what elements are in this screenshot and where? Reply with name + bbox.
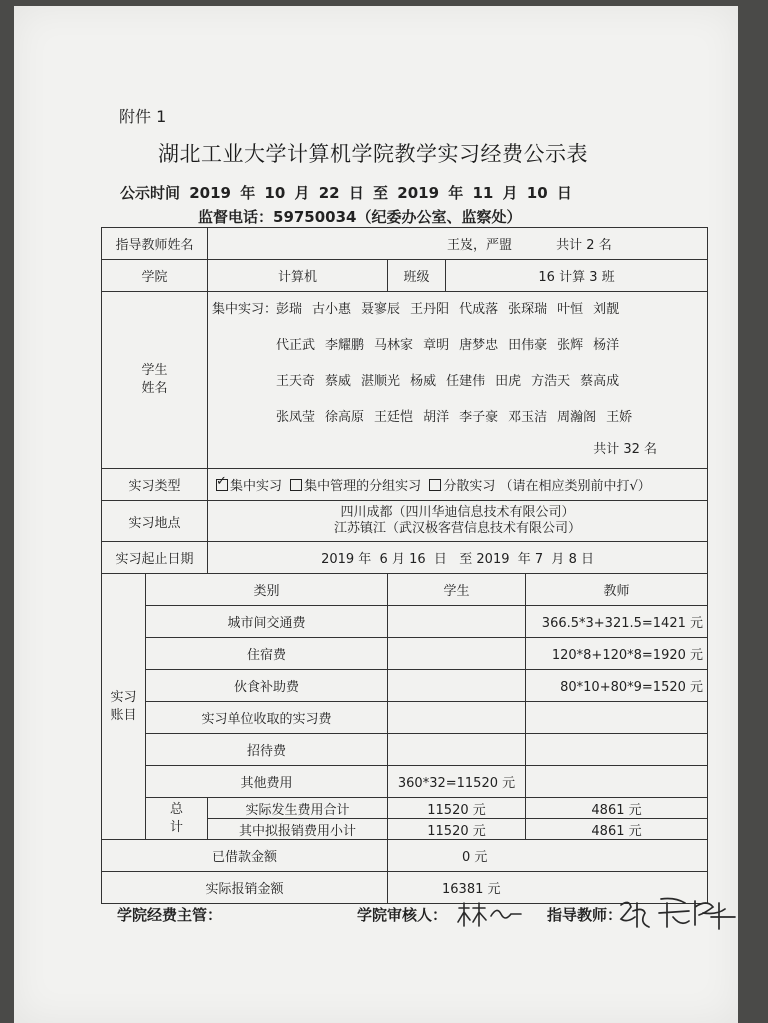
students-total: 共计 32 名 [593,442,658,457]
borrowed-value [388,840,708,872]
account-row [102,766,708,798]
checkbox-icon [429,479,441,491]
account-teacher [526,702,708,734]
account-name: 其他费用 [146,766,388,798]
instructor-sign-label: 指导教师： [547,906,623,924]
accounts-teacher-header: 教师 [526,574,708,606]
student-row [208,292,707,328]
student-name: 聂寥辰 [361,302,401,317]
student-name: 邓玉洁 [508,410,548,425]
checkbox-checked-icon [216,479,228,491]
expense-table [101,227,708,904]
account-teacher [526,734,708,766]
reviewer-signature [455,900,525,930]
account-row [102,606,708,638]
student-name: 任建伟 [446,374,486,389]
account-student [388,638,526,670]
student-name: 杨威 [410,374,437,389]
student-name: 王天奇 [276,374,316,389]
borrowed-row [102,840,708,872]
instructor-cell [208,228,708,260]
student-name: 胡洋 [423,410,450,425]
student-name: 王丹阳 [410,302,450,317]
account-name: 实习单位收取的实习费 [146,702,388,734]
actual-total-row [102,798,708,819]
student-name: 彭瑞 [276,302,303,317]
instructor-label: 指导教师姓名 [102,228,208,260]
type-row [102,469,708,501]
student-name: 马林家 [374,338,414,353]
accounts-label: 实习 账目 [102,574,146,840]
student-name: 周瀚阁 [557,410,597,425]
student-name: 古小惠 [312,302,352,317]
account-student [388,734,526,766]
actual-reimb-label: 实际报销金额 [102,872,388,904]
college-row [102,260,708,292]
student-row [208,328,707,364]
reviewer-label: 学院审核人： [357,906,448,924]
location-line-1: 四川成都（四川华迪信息技术有限公司） [340,505,575,520]
borrowed-amount: 0 元 [462,850,488,865]
students-cell [208,292,708,469]
checkbox-icon [290,479,302,491]
type-note: （请在相应类别前中打√） [499,479,651,494]
account-student [388,606,526,638]
page-title: 湖北工业大学计算机学院教学实习经费公示表 [158,142,588,166]
student-name: 王廷恺 [374,410,414,425]
reimb-subtotal-student: 11520 元 [388,819,526,840]
student-name: 徐高原 [325,410,365,425]
accounts-header-row [102,574,708,606]
account-teacher: 120*8+120*8=1920 元 [526,638,708,670]
dates-row [102,542,708,574]
type-options [208,469,708,501]
dates-value: 2019 年 6 月 16 日 至 2019 年 7 月 8 日 [208,542,708,574]
type-option-2: 集中管理的分组实习 [304,479,422,494]
reimb-subtotal-teacher: 4861 元 [526,819,708,840]
account-row [102,734,708,766]
students-label: 学生 姓名 [102,292,208,469]
account-name: 住宿费 [146,638,388,670]
student-name: 李子豪 [459,410,499,425]
account-name: 城市间交通费 [146,606,388,638]
college-label: 学院 [102,260,208,292]
student-name: 刘靓 [593,302,620,317]
total-label: 总 计 [146,798,208,840]
location-row [102,501,708,542]
instructor-names: 王岌，严盟 [447,238,513,253]
instructor-total: 共计 2 名 [556,238,612,253]
student-name: 张辉 [557,338,584,353]
account-student: 360*32=11520 元 [388,766,526,798]
annex-label: 附件 1 [119,107,167,126]
student-row [208,364,707,400]
student-name: 章明 [423,338,450,353]
class-label: 班级 [388,260,446,292]
account-teacher [526,766,708,798]
accounts-category-header: 类别 [146,574,388,606]
accounts-student-header: 学生 [388,574,526,606]
publication-time: 公示时间 2019 年 10 月 22 日 至 2019 年 11 月 10 日 [120,184,572,202]
students-row [102,292,708,469]
location-label: 实习地点 [102,501,208,542]
student-name: 张琛瑞 [508,302,548,317]
student-name: 杨洋 [593,338,620,353]
actual-total-student: 11520 元 [388,798,526,819]
borrowed-label: 已借款金额 [102,840,388,872]
supervision-phone: 监督电话：59750034（纪委办公室、监察处） [198,208,522,226]
student-name: 田虎 [495,374,522,389]
actual-total-name: 实际发生费用合计 [208,798,388,819]
location-line-2: 江苏镇江（武汉极客营信息技术有限公司） [334,521,582,536]
instructor-signature [615,893,741,933]
student-name: 蔡威 [325,374,352,389]
supervisor-label: 学院经费主管： [117,906,223,924]
type-option-1: 集中实习 [230,479,283,494]
account-row [102,702,708,734]
student-prefix: 集中实习： [212,302,278,317]
college-value: 计算机 [208,260,388,292]
account-name: 招待费 [146,734,388,766]
type-option-3: 分散实习 [443,479,496,494]
class-value: 16 计算 3 班 [446,260,708,292]
student-name: 代正武 [276,338,316,353]
student-name: 王娇 [606,410,633,425]
type-label: 实习类型 [102,469,208,501]
account-row [102,670,708,702]
actual-total-teacher: 4861 元 [526,798,708,819]
account-teacher: 80*10+80*9=1520 元 [526,670,708,702]
location-cell [208,501,708,542]
account-row [102,638,708,670]
student-name: 李耀鹏 [325,338,365,353]
account-student [388,670,526,702]
student-name: 代成落 [459,302,499,317]
student-name: 湛顺光 [361,374,401,389]
student-name: 方浩天 [531,374,571,389]
student-name: 蔡高成 [580,374,620,389]
dates-label: 实习起止日期 [102,542,208,574]
account-name: 伙食补助费 [146,670,388,702]
account-teacher: 366.5*3+321.5=1421 元 [526,606,708,638]
student-name: 张凤莹 [276,410,316,425]
actual-reimb-amount: 16381 元 [442,882,501,897]
reimb-subtotal-name: 其中拟报销费用小计 [208,819,388,840]
account-student [388,702,526,734]
student-name: 唐梦忠 [459,338,499,353]
instructor-row [102,228,708,260]
student-name: 田伟豪 [508,338,548,353]
student-row [208,400,707,436]
student-name: 叶恒 [557,302,584,317]
